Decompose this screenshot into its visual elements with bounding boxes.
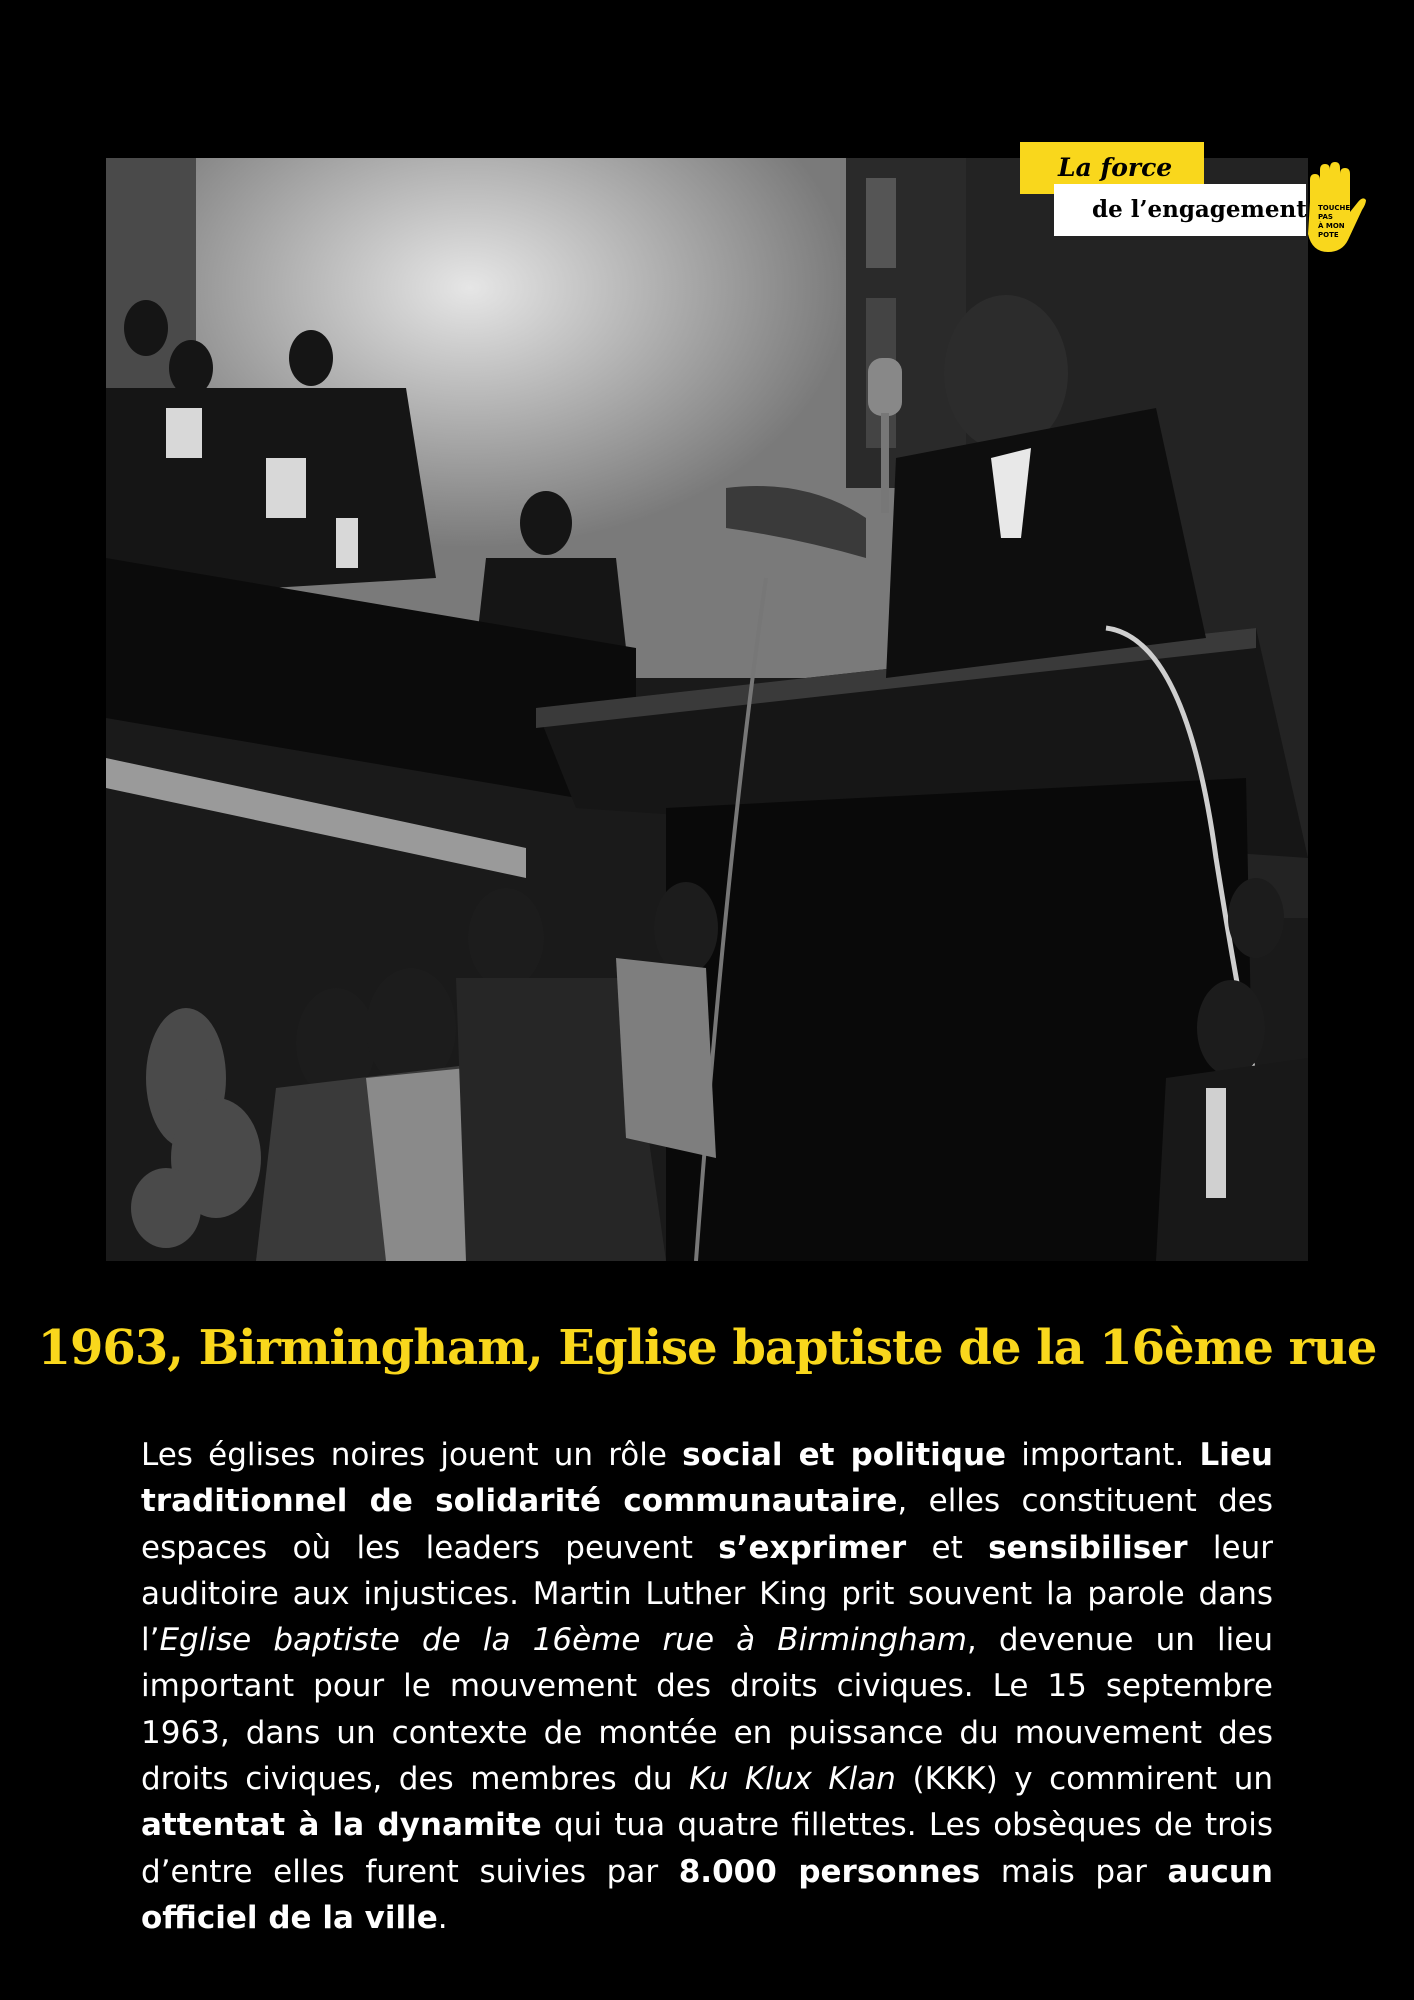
hand-logo-icon (1300, 162, 1366, 254)
photo-illustration (106, 158, 1308, 1261)
body-text-segment: qui tua quatre fillettes. Les obsèques de trois d’entre elles furent suivies par (141, 1807, 1273, 1890)
body-text-segment: (KKK) y commirent un (895, 1761, 1273, 1798)
body-text-bold: 8.000 personnes (678, 1853, 981, 1890)
body-text-segment: , elles constituent des espaces où les leaders peuvent (141, 1483, 1274, 1566)
body-text-italic: Eglise baptiste de la 16ème rue à Birmingham (159, 1622, 967, 1659)
svg-text:POTE: POTE (1318, 231, 1339, 239)
body-text-bold: aucun officiel de la ville (141, 1853, 1273, 1936)
body-text-segment: , devenue un lieu important pour le mouvement des droits civiques. Le 15 septembre 1963, dans un contexte de montée en puissance du mouvement des droits civiques, des membres du (141, 1622, 1273, 1798)
historical-photo (106, 158, 1308, 1261)
body-text-bold: social et politique (682, 1437, 1007, 1473)
body-text-bold: sensibiliser (988, 1529, 1188, 1566)
svg-text:TOUCHE: TOUCHE (1318, 204, 1351, 212)
body-text-bold: s’exprimer (718, 1529, 907, 1566)
page-title: 1963, Birmingham, Eglise baptiste de la 16ème rue (37, 1320, 1377, 1376)
body-text-segment: . (437, 1899, 448, 1936)
body-text-segment: important. (1006, 1437, 1200, 1473)
body-text-italic: Ku Klux Klan (689, 1761, 896, 1798)
svg-text:PAS: PAS (1318, 213, 1333, 221)
body-text-segment: leur auditoire aux injustices. Martin Luther King prit souvent la parole dans l’ (141, 1529, 1273, 1659)
body-text-bold: Lieu traditionnel de solidarité communautaire (141, 1437, 1273, 1520)
body-text-bold: attentat à la dynamite (141, 1807, 542, 1844)
body-text-segment: mais par (980, 1853, 1168, 1890)
badge-label-top: La force (1020, 142, 1204, 194)
body-paragraph (141, 1432, 1273, 1941)
svg-text:À MON: À MON (1318, 222, 1345, 230)
body-text-segment: Les églises noires jouent un rôle (141, 1437, 683, 1473)
badge-label-bottom: de l’engagement (1054, 184, 1306, 236)
body-text-segment: et (906, 1529, 989, 1566)
